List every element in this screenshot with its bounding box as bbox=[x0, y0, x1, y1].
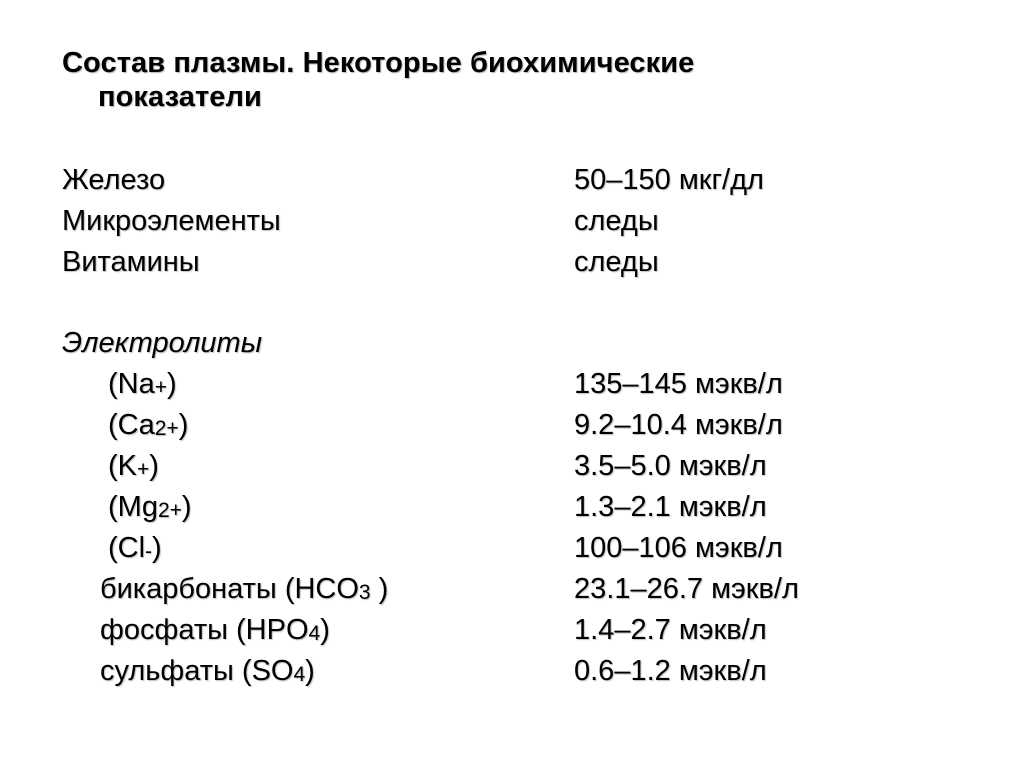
label-main: (Mg bbox=[108, 491, 158, 523]
row-value: 100–106 мэкв/л bbox=[574, 532, 783, 564]
label-subscript: 3 bbox=[358, 581, 371, 604]
title-line-2: показатели bbox=[98, 81, 262, 113]
label-tail: ) bbox=[370, 573, 389, 605]
row-sulfates bbox=[0, 651, 1024, 691]
label-tail: ) bbox=[178, 409, 189, 441]
row-label bbox=[100, 610, 330, 653]
row-label: Микроэлементы bbox=[62, 205, 281, 237]
label-tail: ) bbox=[320, 614, 330, 646]
row-label bbox=[100, 569, 388, 612]
slide-title bbox=[62, 46, 694, 114]
label-main: (Cl bbox=[108, 532, 146, 564]
label-tail: ) bbox=[181, 491, 192, 523]
row-label bbox=[108, 446, 159, 489]
row-microelements bbox=[0, 201, 1024, 241]
row-value: 1.3–2.1 мэкв/л bbox=[574, 491, 767, 523]
row-value: следы bbox=[574, 246, 659, 278]
label-main: бикарбонаты (HCO bbox=[100, 573, 359, 605]
electrolytes-heading: Электролиты bbox=[62, 327, 263, 359]
row-label bbox=[108, 528, 162, 571]
row-magnesium bbox=[0, 487, 1024, 527]
row-label bbox=[100, 651, 315, 694]
row-phosphates bbox=[0, 610, 1024, 650]
row-vitamins bbox=[0, 242, 1024, 282]
row-value: следы bbox=[574, 205, 659, 237]
label-subscript: 2+ bbox=[157, 499, 182, 522]
row-sodium bbox=[0, 364, 1024, 404]
row-value: 135–145 мэкв/л bbox=[574, 368, 783, 400]
row-value: 3.5–5.0 мэкв/л bbox=[574, 450, 767, 482]
title-line-1: Состав плазмы. Некоторые биохимические bbox=[62, 47, 695, 79]
label-tail: ) bbox=[149, 450, 159, 482]
row-label: Железо bbox=[62, 164, 166, 196]
label-subscript: 2+ bbox=[154, 417, 179, 440]
label-main: сульфаты (SO bbox=[100, 655, 294, 687]
label-tail: ) bbox=[167, 368, 177, 400]
row-calcium bbox=[0, 405, 1024, 445]
row-value: 1.4–2.7 мэкв/л bbox=[574, 614, 767, 646]
label-subscript: + bbox=[137, 458, 150, 481]
row-label bbox=[108, 487, 192, 530]
label-main: фосфаты (HPO bbox=[100, 614, 309, 646]
label-main: (K bbox=[108, 450, 137, 482]
row-potassium bbox=[0, 446, 1024, 486]
label-subscript: 4 bbox=[308, 622, 321, 645]
label-main: (Ca bbox=[108, 409, 155, 441]
row-value: 0.6–1.2 мэкв/л bbox=[574, 655, 767, 687]
row-label bbox=[108, 364, 177, 407]
row-label bbox=[108, 405, 188, 448]
row-bicarbonates bbox=[0, 569, 1024, 609]
label-tail: ) bbox=[152, 532, 162, 564]
label-main: (Na bbox=[108, 368, 155, 400]
row-value: 50–150 мкг/дл bbox=[574, 164, 764, 196]
label-subscript: 4 bbox=[293, 663, 306, 686]
row-label: Витамины bbox=[62, 246, 200, 278]
row-chloride bbox=[0, 528, 1024, 568]
row-value: 9.2–10.4 мэкв/л bbox=[574, 409, 783, 441]
label-subscript: + bbox=[154, 376, 167, 399]
label-tail: ) bbox=[305, 655, 315, 687]
row-value: 23.1–26.7 мэкв/л bbox=[574, 573, 799, 605]
row-iron bbox=[0, 160, 1024, 200]
label-subscript: - bbox=[145, 540, 153, 563]
